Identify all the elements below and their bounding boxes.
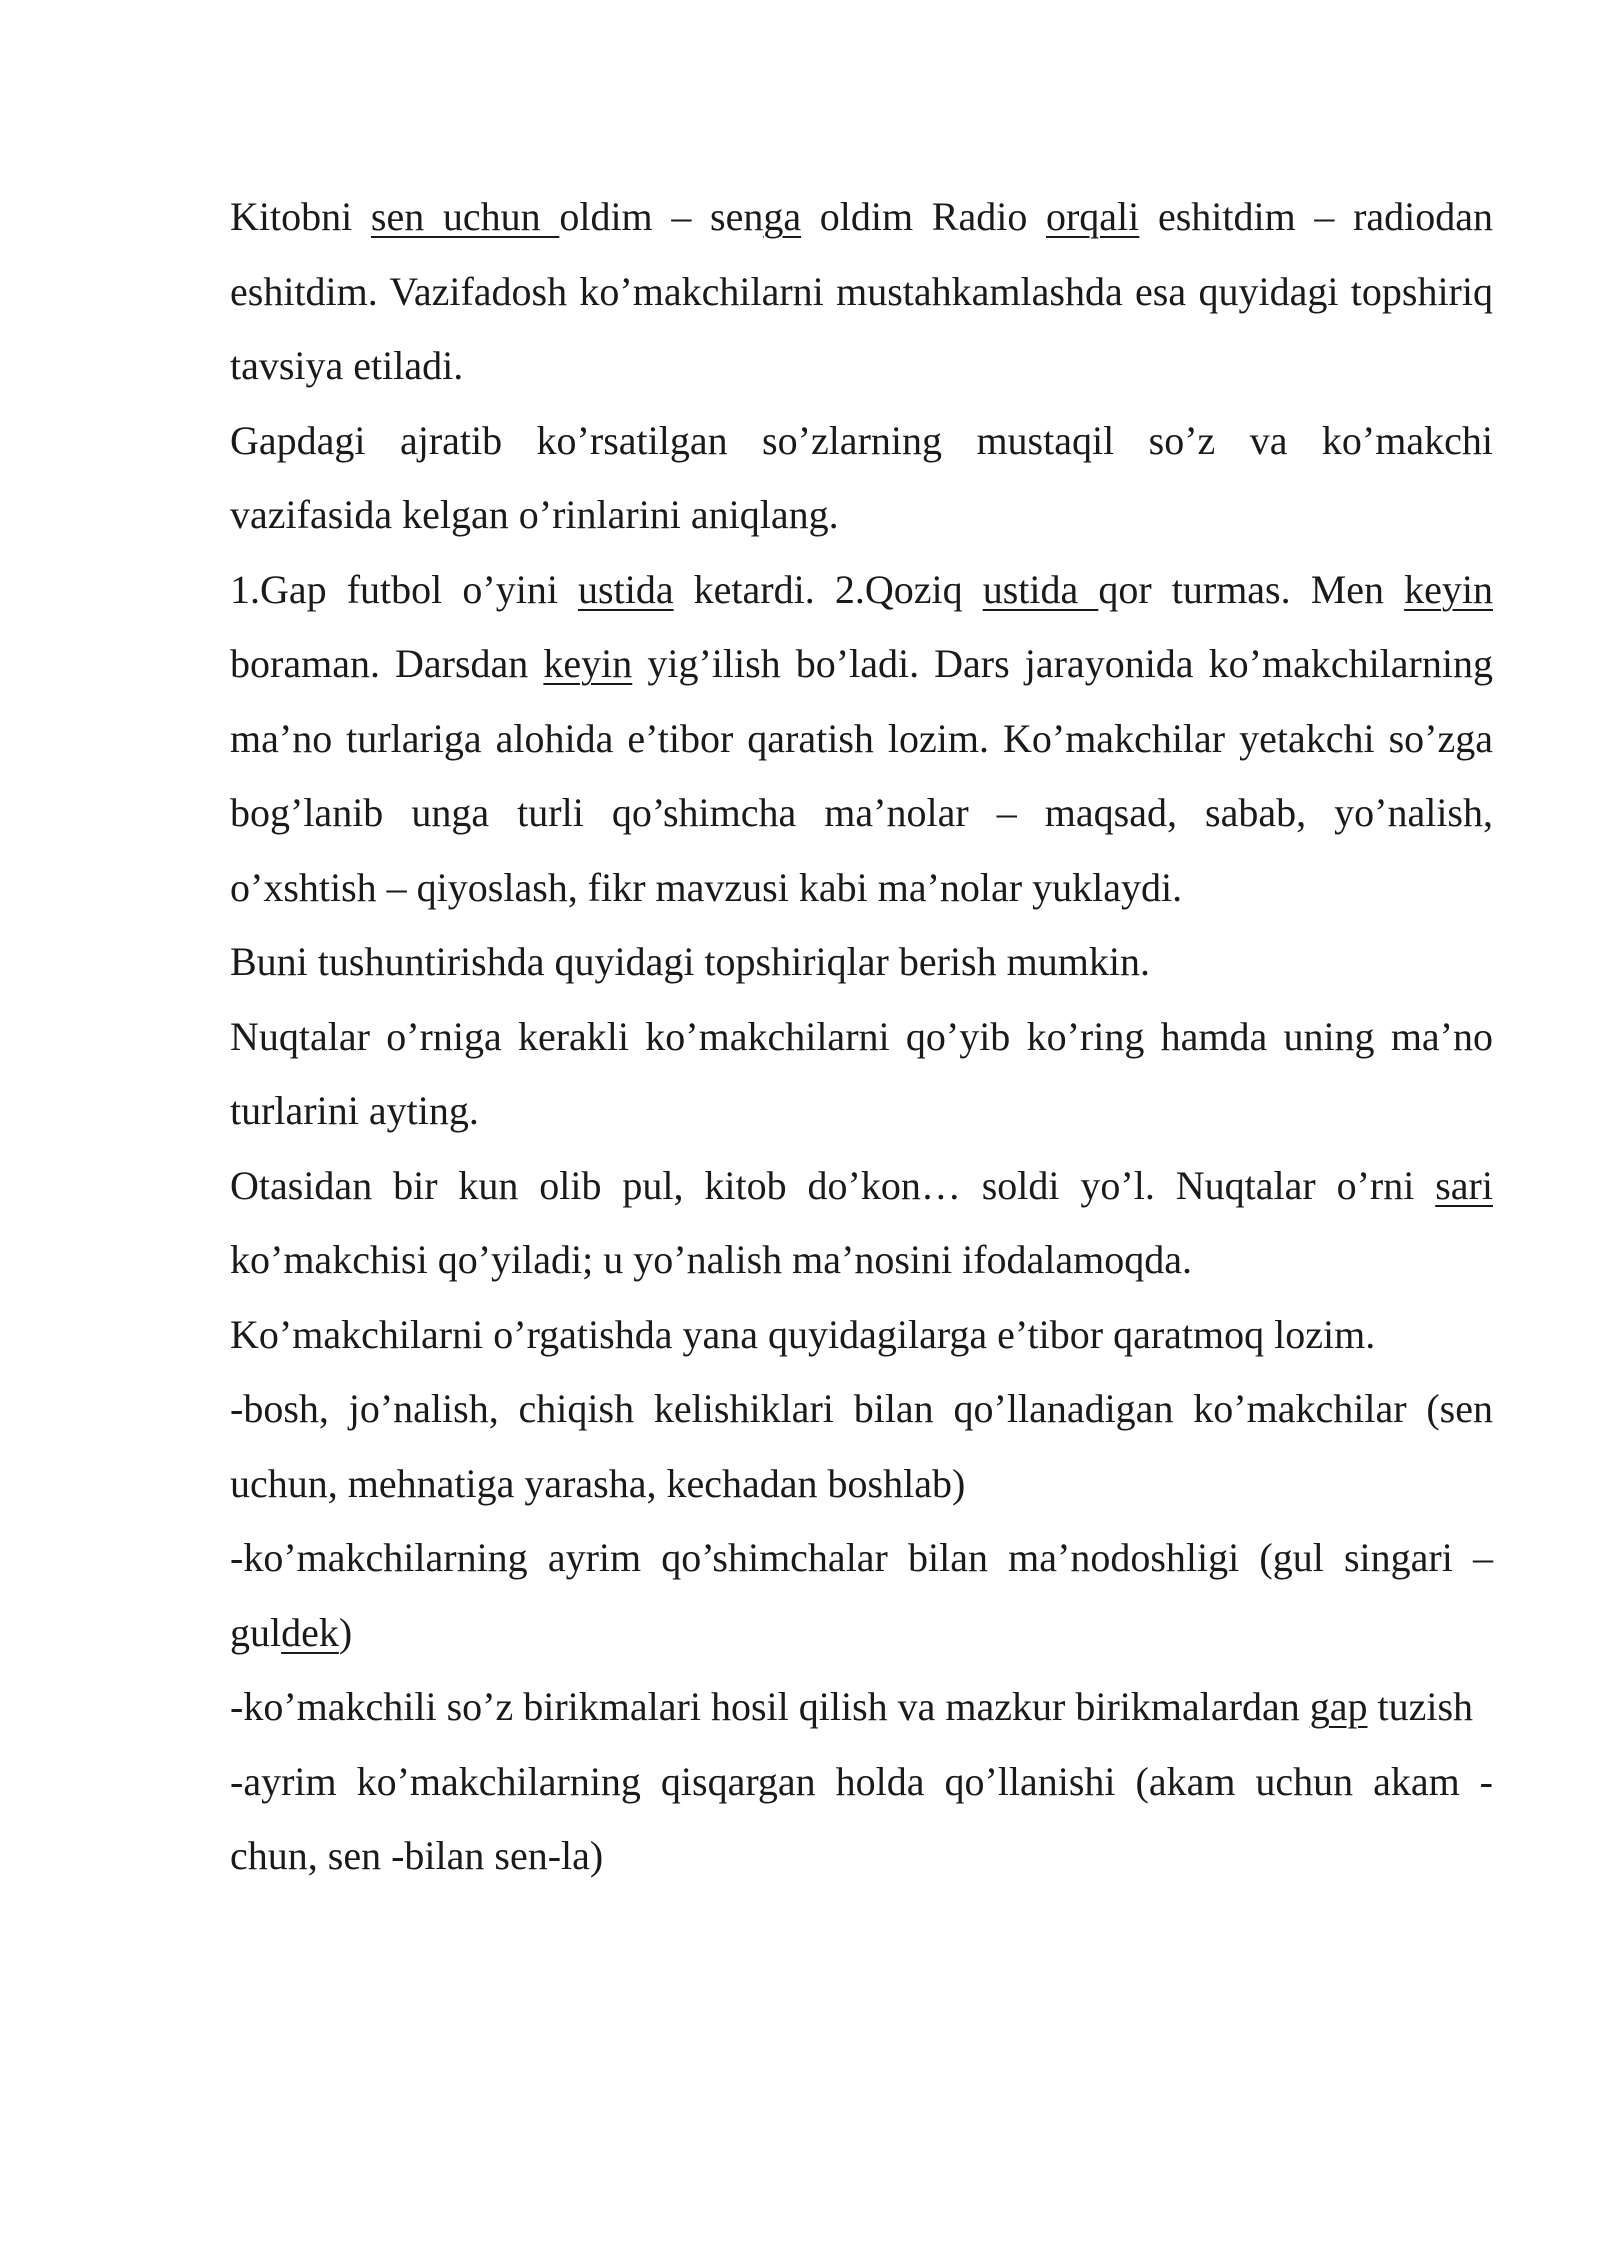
paragraph [230,1000,1493,1149]
text-run: -ayrim ko’makchilarning qisqargan holda qo’llanishi (akam uchun akam -chun, sen -bilan sen-la) [230,1758,1493,1878]
paragraph [230,180,1493,404]
paragraph [230,1670,1493,1745]
text-run: Nuqtalar o’rniga kerakli ko’makchilarni qo’yib ko’ring hamda uning ma’no turlarini ayting. [230,1013,1493,1133]
paragraph [230,1521,1493,1670]
underlined-word: keyin [1404,566,1494,612]
text-run: oldim – sen [559,194,764,239]
text-run: boraman. Darsdan [230,641,544,686]
paragraph [230,1745,1493,1894]
text-run: -ko’makchilarning ayrim qo’shimchalar bilan ma’nodoshligi (gul singari – gul [230,1535,1493,1655]
text-run: ketardi. 2.Qoziq [673,566,983,612]
text-run: Otasidan bir kun olib pul, kitob do’kon… soldi yo’l. Nuqtalar o’rni [230,1162,1436,1208]
text-run: yig’ilish bo’ladi. Dars jarayonida ko’makchilarning ma’no turlariga alohida e’tibor qaratish lozim. Ko’makchilar yetakchi so’zga bog’lanib unga turli qo’shimcha ma’nolar – maqsad, sabab, yo’nalish, o’xshtish – qiyoslash, fikr mavzusi kabi ma’nolar yuklaydi. [230,641,1493,910]
paragraph [230,1298,1493,1373]
underlined-word: ustida [982,566,1099,612]
underlined-word: ga [763,194,802,239]
text-run: -ko’makchili so’z birikmalari hosil qilish va mazkur birikmalardan [230,1684,1310,1729]
text-run: eshitdim – radiodan eshitdim. Vazifadosh ko’makchilarni mustahkamlashda esa quyidagi topshiriq tavsiya etiladi. [230,194,1494,388]
paragraph [230,553,1493,926]
text-run: ko’makchisi qo’yiladi; u yo’nalish ma’nosini ifodalamoqda. [230,1237,1193,1282]
text-run: -bosh, jo’nalish, chiqish kelishiklari bilan qo’llanadigan ko’makchilar (sen uchun, mehnatiga yarasha, kechadan boshlab) [230,1386,1493,1506]
underlined-word: gap [1309,1684,1368,1729]
text-run: Kitobni [230,194,371,239]
underlined-word: dek [281,1609,339,1655]
paragraph [230,1149,1493,1298]
text-run: Ko’makchilarni o’rgatishda yana quyidagilarga e’tibor qaratmoq lozim. [230,1311,1376,1357]
underlined-word: ustida [578,566,674,612]
text-run: 1.Gap futbol o’yini [230,566,579,612]
text-run: oldim Radio [801,194,1046,239]
paragraph [230,404,1493,553]
text-run: qor turmas. Men [1098,566,1405,612]
text-run: Gapdagi ajratib ko’rsatilgan so’zlarning mustaqil so’z va ko’makchi vazifasida kelgan o’rinlarini aniqlang. [230,417,1493,537]
underlined-word: keyin [543,641,633,686]
underlined-word: sari [1435,1162,1493,1208]
text-run: tuzish [1367,1684,1474,1729]
text-run: ) [338,1609,353,1655]
paragraph [230,925,1493,1000]
underlined-word: sen uchun [370,194,560,239]
paragraph [230,1372,1493,1521]
underlined-word: orqali [1045,194,1140,239]
text-run: Buni tushuntirishda quyidagi topshiriqlar berish mumkin. [230,939,1150,984]
document-body [230,180,1493,1894]
